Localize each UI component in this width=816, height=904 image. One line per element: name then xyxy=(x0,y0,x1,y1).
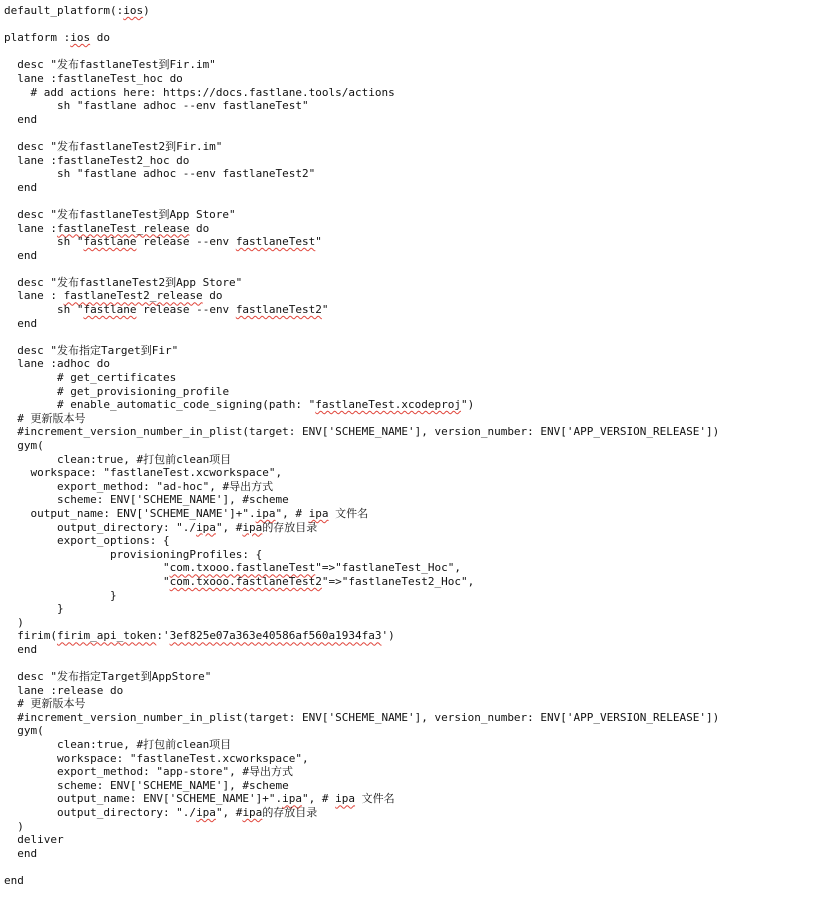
code-text-segment: output_directory: "./ xyxy=(4,520,197,534)
code-text-segment: export_method: "ad-hoc", #导出方式 xyxy=(4,479,274,493)
code-line xyxy=(4,752,719,766)
code-line xyxy=(4,616,719,630)
code-line xyxy=(4,194,719,208)
code-line xyxy=(4,466,719,480)
code-line xyxy=(4,371,719,385)
spelling-flagged-word: ipa xyxy=(242,520,263,534)
code-text-segment: deliver xyxy=(4,833,64,847)
spelling-flagged-word: firim_api_token xyxy=(56,629,157,643)
code-text-segment: output_name: ENV['SCHEME_NAME']+". xyxy=(4,506,256,520)
code-line xyxy=(4,806,719,820)
code-text-segment: 文件名 xyxy=(328,506,369,520)
code-line xyxy=(4,72,719,86)
code-text-segment: " xyxy=(315,235,322,249)
code-line xyxy=(4,657,719,671)
code-text-segment: } xyxy=(4,588,117,602)
spelling-flagged-word: 3ef825e07a363e40586af560a1934fa3 xyxy=(169,629,382,643)
code-text-segment: sh " xyxy=(4,235,84,249)
code-text-segment: } xyxy=(4,602,64,616)
code-text-segment: :' xyxy=(156,629,170,643)
code-line xyxy=(4,99,719,113)
code-text-segment: end xyxy=(4,248,38,262)
code-text xyxy=(4,4,719,888)
code-line xyxy=(4,249,719,263)
code-line xyxy=(4,602,719,616)
code-text-segment: 文件名 xyxy=(355,792,395,806)
code-line xyxy=(4,235,719,249)
code-line xyxy=(4,779,719,793)
code-line xyxy=(4,847,719,861)
code-line xyxy=(4,398,719,412)
code-text-segment: " xyxy=(4,574,170,588)
code-text-segment: export_method: "app-store", #导出方式 xyxy=(4,765,294,779)
code-line xyxy=(4,276,719,290)
code-line xyxy=(4,711,719,725)
code-line xyxy=(4,589,719,603)
code-line xyxy=(4,18,719,32)
code-text-segment: # 更新版本号 xyxy=(4,411,86,425)
code-text-segment: gym( xyxy=(4,724,44,738)
code-line xyxy=(4,317,719,331)
code-line xyxy=(4,439,719,453)
code-text-segment: end xyxy=(4,642,38,656)
code-text-segment: workspace: "fastlaneTest.xcworkspace", xyxy=(4,751,309,765)
code-text-segment: lane :fastlaneTest2_hoc do xyxy=(4,153,190,167)
spelling-flagged-word: fastlane xyxy=(83,303,137,317)
code-text-segment: " xyxy=(4,561,170,575)
code-line xyxy=(4,629,719,643)
code-text-segment: sh "fastlane adhoc --env fastlaneTest" xyxy=(4,99,309,113)
code-text-segment: gym( xyxy=(4,439,44,452)
code-line xyxy=(4,792,719,806)
code-text-segment: release --env xyxy=(136,303,236,317)
code-line xyxy=(4,521,719,535)
code-text-segment: default_platform(: xyxy=(4,4,124,17)
code-text-segment: release --env xyxy=(136,235,236,249)
spelling-flagged-word: fastlaneTest xyxy=(235,235,316,249)
code-text-segment: ) xyxy=(143,4,150,17)
spelling-flagged-word: fastlaneTest_release xyxy=(56,221,190,235)
code-text-segment: workspace: "fastlaneTest.xcworkspace", xyxy=(4,466,283,480)
code-line xyxy=(4,724,719,738)
code-text-segment: ) xyxy=(4,819,24,833)
code-line xyxy=(4,493,719,507)
code-text-segment: end xyxy=(4,180,38,194)
code-text-segment: do xyxy=(202,289,223,303)
code-line xyxy=(4,833,719,847)
code-text-segment: ", # xyxy=(215,806,243,820)
spelling-flagged-word: fastlaneTest2 xyxy=(235,303,322,317)
spelling-flagged-word: ipa xyxy=(282,792,303,806)
code-line xyxy=(4,385,719,399)
code-line xyxy=(4,765,719,779)
spelling-flagged-word: ipa xyxy=(196,520,216,534)
code-text-segment: #increment_version_number_in_plist(target: ENV['SCHEME_NAME'], version_number: ENV['APP_VERSION_RELEASE']) xyxy=(4,710,720,724)
code-text-segment: # add actions here: https://docs.fastlane.tools/actions xyxy=(4,85,395,99)
spelling-flagged-word: com.txooo.fastlaneTest2 xyxy=(169,574,322,588)
code-text-segment: end xyxy=(4,316,38,330)
code-text-segment: desc "发布fastlaneTest2到Fir.im" xyxy=(4,139,223,153)
spelling-flagged-word: ios xyxy=(123,4,144,17)
code-text-segment: clean:true, #打包前clean项目 xyxy=(4,452,232,466)
code-text-segment: "=>"fastlaneTest_Hoc", xyxy=(315,561,461,575)
spelling-flagged-word: fastlaneTest2_release xyxy=(63,289,203,303)
code-text-segment: desc "发布fastlaneTest到Fir.im" xyxy=(4,58,216,72)
code-line xyxy=(4,874,719,888)
code-text-segment: desc "发布指定Target到AppStore" xyxy=(4,670,212,684)
code-text-segment: lane : xyxy=(4,289,64,303)
spelling-flagged-word: fastlaneTest.xcodeproj xyxy=(315,398,461,412)
code-text-segment: lane : xyxy=(4,221,57,235)
code-line xyxy=(4,140,719,154)
spelling-flagged-word: ipa xyxy=(335,792,356,806)
spelling-flagged-word: fastlane xyxy=(83,235,137,249)
code-text-segment: do xyxy=(189,221,210,235)
code-line xyxy=(4,643,719,657)
code-text-segment: lane :fastlaneTest_hoc do xyxy=(4,71,183,85)
code-line xyxy=(4,208,719,222)
code-line xyxy=(4,154,719,168)
code-line xyxy=(4,262,719,276)
code-text-segment: # enable_automatic_code_signing(path: " xyxy=(4,398,316,412)
code-text-segment: scheme: ENV['SCHEME_NAME'], #scheme xyxy=(4,778,289,792)
code-line xyxy=(4,330,719,344)
code-text-segment: desc "发布fastlaneTest2到App Store" xyxy=(4,275,243,289)
code-line xyxy=(4,453,719,467)
code-text-segment: ", # xyxy=(215,520,243,534)
code-text-segment: "=>"fastlaneTest2_Hoc", xyxy=(321,574,475,588)
code-line xyxy=(4,126,719,140)
code-text-segment: firim( xyxy=(4,629,57,643)
code-line xyxy=(4,820,719,834)
spelling-flagged-word: ipa xyxy=(196,806,216,820)
code-line xyxy=(4,357,719,371)
code-line xyxy=(4,412,719,426)
code-text-segment: " xyxy=(321,303,329,317)
code-text-segment: # get_certificates xyxy=(4,371,177,385)
code-text-segment: ", # xyxy=(275,506,309,520)
code-text-segment: #increment_version_number_in_plist(target: ENV['SCHEME_NAME'], version_number: ENV['APP_VERSION_RELEASE']) xyxy=(4,425,720,439)
code-text-segment: scheme: ENV['SCHEME_NAME'], #scheme xyxy=(4,493,289,507)
code-line xyxy=(4,738,719,752)
code-text-segment: ") xyxy=(460,398,475,412)
code-text-segment: lane :release do xyxy=(4,683,124,697)
code-text-segment: # get_provisioning_profile xyxy=(4,384,230,398)
code-line xyxy=(4,45,719,59)
code-text-segment: 的存放目录 xyxy=(262,520,318,534)
code-line xyxy=(4,561,719,575)
code-line xyxy=(4,303,719,317)
code-text-segment: do xyxy=(90,31,110,45)
code-text-segment: end xyxy=(4,112,38,126)
code-line xyxy=(4,860,719,874)
code-line xyxy=(4,670,719,684)
code-text-segment: export_options: { xyxy=(4,534,170,548)
code-line xyxy=(4,507,719,521)
code-text-segment: end xyxy=(4,846,38,860)
code-text-segment: ", # xyxy=(302,792,336,806)
code-text-segment: ) xyxy=(4,615,24,629)
code-text-segment: lane :adhoc do xyxy=(4,357,110,371)
code-text-segment: sh " xyxy=(4,303,84,317)
code-line xyxy=(4,697,719,711)
code-text-segment: # 更新版本号 xyxy=(4,697,86,711)
code-text-segment: output_directory: "./ xyxy=(4,806,197,820)
code-line xyxy=(4,86,719,100)
code-line xyxy=(4,4,719,18)
spelling-flagged-word: ios xyxy=(70,31,91,45)
code-line xyxy=(4,480,719,494)
code-text-segment: desc "发布指定Target到Fir" xyxy=(4,343,179,357)
code-line xyxy=(4,684,719,698)
spelling-flagged-word: ipa xyxy=(242,806,263,820)
spelling-flagged-word: ipa xyxy=(308,506,329,520)
code-text-segment: provisioningProfiles: { xyxy=(4,547,263,561)
code-text-segment: end xyxy=(4,874,24,887)
code-line xyxy=(4,289,719,303)
code-line xyxy=(4,534,719,548)
code-text-segment: output_name: ENV['SCHEME_NAME']+". xyxy=(4,792,283,806)
code-line xyxy=(4,425,719,439)
spelling-flagged-word: com.txooo.fastlaneTest xyxy=(169,561,316,575)
code-line xyxy=(4,222,719,236)
code-line xyxy=(4,548,719,562)
code-text-segment: desc "发布fastlaneTest到App Store" xyxy=(4,207,236,221)
spelling-flagged-word: ipa xyxy=(255,506,276,520)
code-line xyxy=(4,167,719,181)
code-line xyxy=(4,58,719,72)
code-line xyxy=(4,344,719,358)
code-text-segment: sh "fastlane adhoc --env fastlaneTest2" xyxy=(4,167,316,181)
code-text-segment: platform : xyxy=(4,31,71,45)
code-text-segment: 的存放目录 xyxy=(262,806,318,820)
code-line xyxy=(4,31,719,45)
code-line xyxy=(4,575,719,589)
code-line xyxy=(4,113,719,127)
code-line xyxy=(4,181,719,195)
code-text-segment: ') xyxy=(381,629,395,643)
code-text-segment: clean:true, #打包前clean项目 xyxy=(4,738,232,752)
